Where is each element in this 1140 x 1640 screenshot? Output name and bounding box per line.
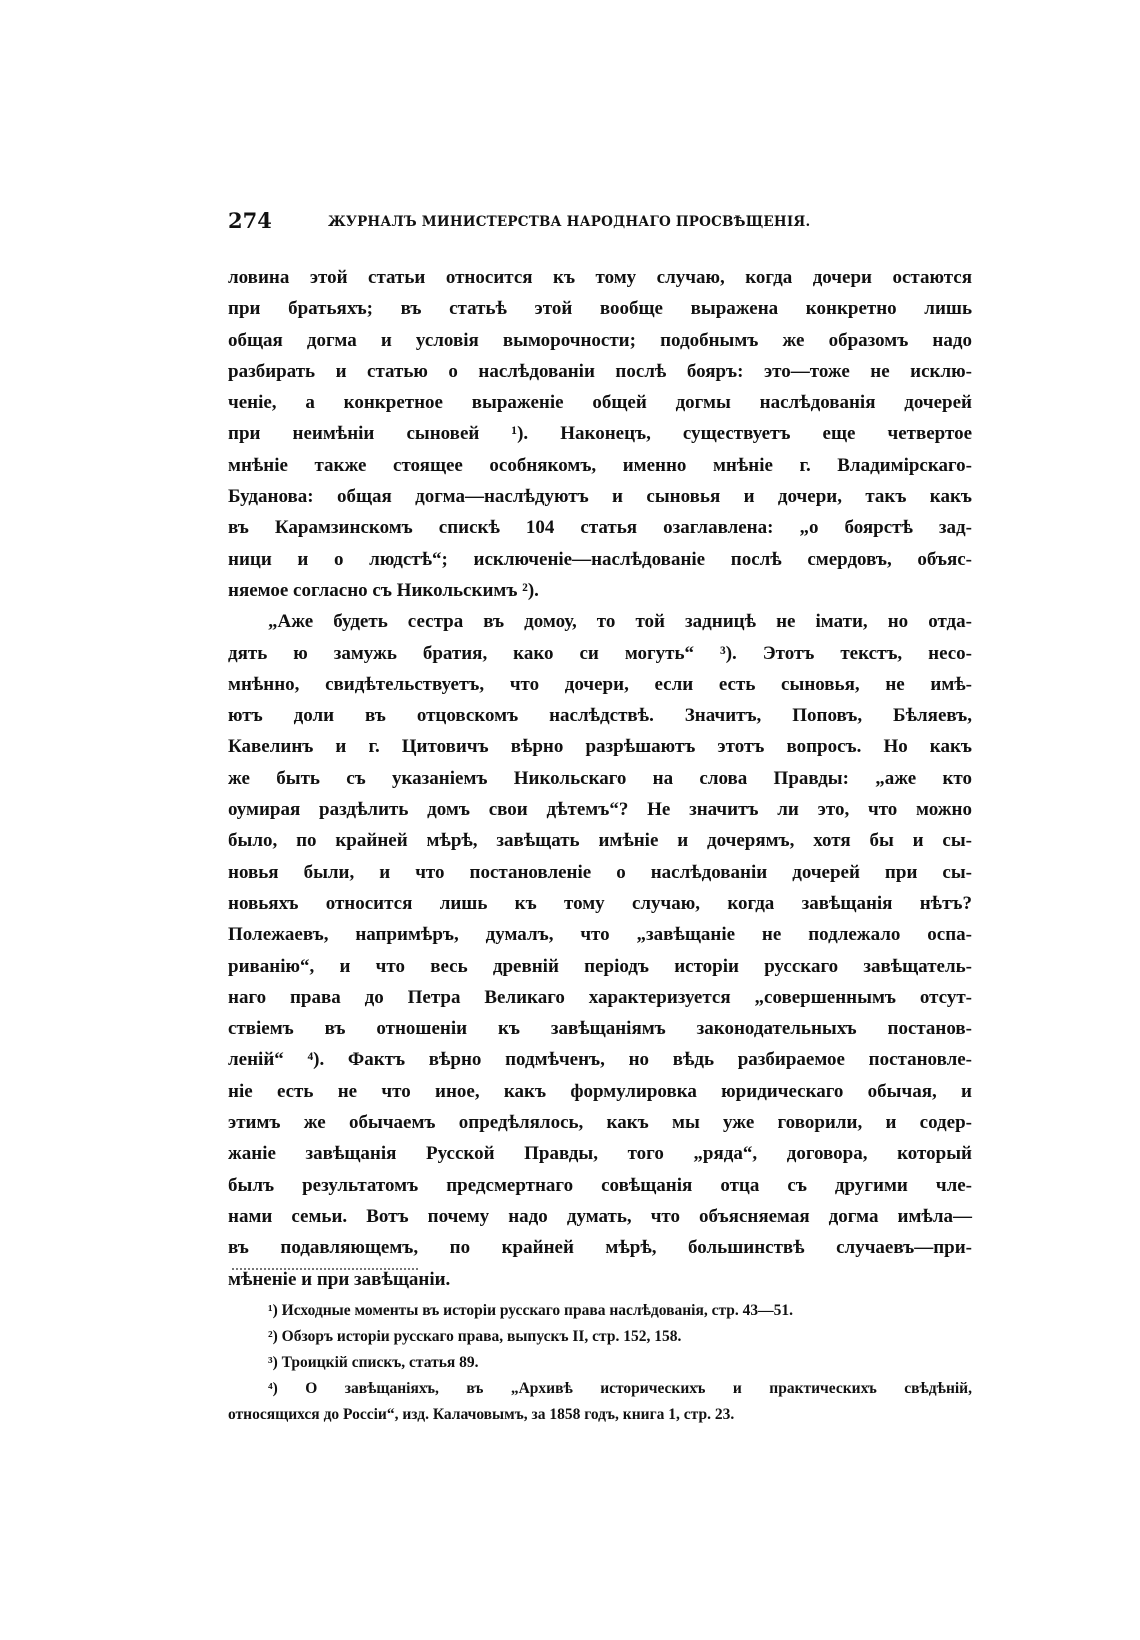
text-line: въ Карамзинскомъ спискѣ 104 статья озаглавлена: „о боярстѣ зад-: [228, 517, 972, 539]
text-line: ствіемъ въ отношеніи къ завѣщаніямъ законодательныхъ постанов-: [228, 1018, 972, 1040]
text-line: былъ результатомъ предсмертнаго совѣщанія отца съ другими чле-: [228, 1174, 972, 1196]
text-line: „Аже будеть сестра въ домоу, то той задницѣ не імати, но отда-: [268, 611, 972, 633]
text-line: въ подавляющемъ, по крайней мѣрѣ, большинствѣ случаевъ—при-: [228, 1237, 972, 1259]
footnote: ²) Обзоръ исторіи русскаго права, выпускъ II, стр. 152, 158.: [268, 1328, 682, 1345]
text-line: ченіе, а конкретное выраженіе общей догмы наслѣдованія дочерей: [228, 392, 972, 414]
footnote: ⁴) О завѣщаніяхъ, въ „Архивѣ историческихъ и практическихъ свѣдѣній,: [268, 1380, 972, 1397]
page-number: 274: [228, 208, 272, 233]
text-line: этимъ же обычаемъ опредѣлялось, какъ мы уже говорили, и содер-: [228, 1112, 972, 1134]
text-line: ніе есть не что иное, какъ формулировка юридическаго обычая, и: [228, 1080, 972, 1102]
text-line: Полежаевъ, напримѣръ, думалъ, что „завѣщаніе не подлежало оспа-: [228, 924, 972, 946]
text-line: было, по крайней мѣрѣ, завѣщать имѣніе и дочерямъ, хотя бы и сы-: [228, 830, 972, 852]
text-line: при братьяхъ; въ статьѣ этой вообще выражена конкретно лишь: [228, 298, 972, 320]
footnote: ³) Троицкій спискъ, статья 89.: [268, 1354, 479, 1371]
text-line: наго права до Петра Великаго характеризуется „совершеннымъ отсут-: [228, 986, 972, 1008]
text-line: нами семьи. Вотъ почему надо думать, что объясняемая догма имѣла—: [228, 1205, 972, 1227]
text-line: оумирая раздѣлить домъ свои дѣтемъ“? Не значитъ ли это, что можно: [228, 799, 972, 821]
footnotes: [228, 1298, 972, 1428]
text-line: ютъ доли въ отцовскомъ наслѣдствѣ. Значитъ, Поповъ, Бѣляевъ,: [228, 705, 972, 727]
running-title: ЖУРНАЛЪ МИНИСТЕРСТВА НАРОДНАГО ПРОСВѢЩЕНІЯ.: [328, 214, 811, 230]
footnote-separator: [232, 1268, 418, 1270]
text-line: няемое согласно съ Никольскимъ ²).: [228, 579, 539, 601]
text-line: разбирать и статью о наслѣдованіи послѣ бояръ: это—тоже не исклю-: [228, 360, 972, 382]
text-line: новьяхъ относится лишь къ тому случаю, когда завѣщанія нѣтъ?: [228, 892, 972, 914]
text-line: общая догма и условія выморочности; подобнымъ же образомъ надо: [228, 329, 972, 351]
text-line: ловина этой статьи относится къ тому случаю, когда дочери остаются: [228, 267, 972, 288]
text-line: новья были, и что постановленіе о наслѣдованіи дочерей при сы-: [228, 861, 972, 883]
text-line: риванію“, и что весь древній періодъ исторіи русскаго завѣщатель-: [228, 955, 972, 977]
text-line: Буданова: общая догма—наслѣдуютъ и сыновья и дочери, такъ какъ: [228, 486, 972, 508]
page-header: [228, 208, 874, 238]
text-line: мѣненіе и при завѣщаніи.: [228, 1268, 451, 1290]
text-line: мнѣніе также стоящее особнякомъ, именно мнѣніе г. Владимірскаго-: [228, 454, 972, 476]
text-line: мнѣнно, свидѣтельствуетъ, что дочери, если есть сыновья, не имѣ-: [228, 673, 972, 695]
text-line: при неимѣніи сыновей ¹). Наконецъ, существуетъ еще четвертое: [228, 423, 972, 445]
text-line: Кавелинъ и г. Цитовичъ вѣрно разрѣшаютъ этотъ вопросъ. Но какъ: [228, 736, 972, 758]
text-line: же быть съ указаніемъ Никольскаго на слова Правды: „аже кто: [228, 767, 972, 789]
text-line: ници и о людстѣ“; исключеніе—наслѣдованіе послѣ смердовъ, объяс-: [228, 548, 972, 570]
text-line: дять ю замужь братия, како си могуть“ ³). Этотъ текстъ, несо-: [228, 642, 972, 664]
text-line: леній“ ⁴). Фактъ вѣрно подмѣченъ, но вѣдь разбираемое постановле-: [228, 1049, 972, 1071]
body-text: [228, 262, 972, 1295]
footnote: ¹) Исходные моменты въ исторіи русскаго права наслѣдованія, стр. 43—51.: [268, 1302, 794, 1319]
footnote-continuation: относящихся до Россіи“, изд. Калачовымъ, за 1858 годъ, книга 1, стр. 23.: [228, 1406, 735, 1423]
text-line: жаніе завѣщанія Русской Правды, того „ряда“, договора, который: [228, 1143, 972, 1165]
